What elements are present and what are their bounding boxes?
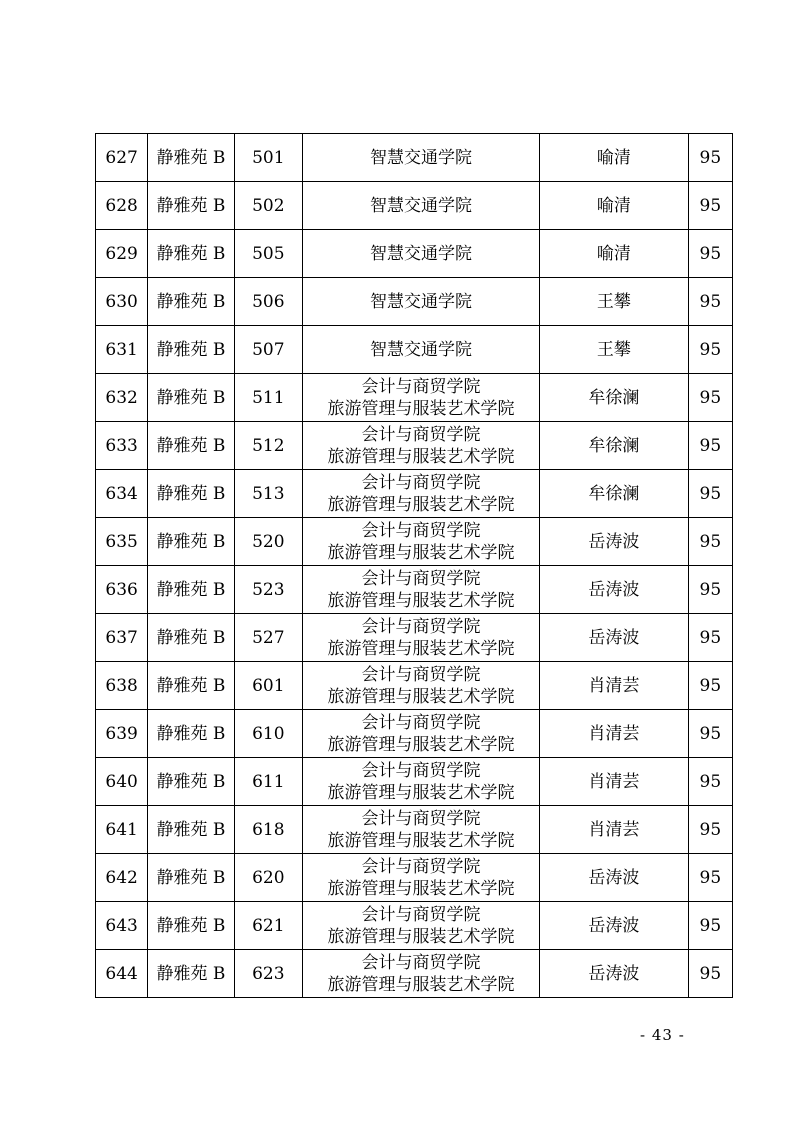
college-name-line: 旅游管理与服装艺术学院 <box>327 494 515 515</box>
room-cell: 610 <box>234 710 302 758</box>
room-cell: 513 <box>234 470 302 518</box>
score-cell: 95 <box>688 470 732 518</box>
college-name-line: 会计与商贸学院 <box>361 760 481 781</box>
row-number-cell: 631 <box>96 326 148 374</box>
row-number-cell: 644 <box>96 950 148 998</box>
row-number-cell: 643 <box>96 902 148 950</box>
college-name-line: 智慧交通学院 <box>370 291 472 312</box>
college-cell <box>302 326 539 374</box>
room-cell: 621 <box>234 902 302 950</box>
college-name-line: 会计与商贸学院 <box>361 520 481 541</box>
college-cell <box>302 566 539 614</box>
score-cell: 95 <box>688 326 732 374</box>
table-row <box>96 854 733 902</box>
room-cell: 611 <box>234 758 302 806</box>
college-cell <box>302 134 539 182</box>
row-number-cell: 641 <box>96 806 148 854</box>
person-name-cell: 岳涛波 <box>540 614 689 662</box>
college-name-line: 会计与商贸学院 <box>361 472 481 493</box>
building-cell: 静雅苑 B <box>148 854 234 902</box>
college-cell <box>302 470 539 518</box>
building-cell: 静雅苑 B <box>148 374 234 422</box>
score-cell: 95 <box>688 950 732 998</box>
building-cell: 静雅苑 B <box>148 710 234 758</box>
room-cell: 620 <box>234 854 302 902</box>
building-cell: 静雅苑 B <box>148 518 234 566</box>
college-name-line: 旅游管理与服装艺术学院 <box>327 638 515 659</box>
person-name-cell: 岳涛波 <box>540 566 689 614</box>
score-cell: 95 <box>688 614 732 662</box>
room-cell: 601 <box>234 662 302 710</box>
college-cell <box>302 902 539 950</box>
college-name-line: 会计与商贸学院 <box>361 424 481 445</box>
person-name-cell: 岳涛波 <box>540 854 689 902</box>
college-cell <box>302 518 539 566</box>
table-row <box>96 950 733 998</box>
room-cell: 507 <box>234 326 302 374</box>
room-cell: 506 <box>234 278 302 326</box>
room-cell: 501 <box>234 134 302 182</box>
person-name-cell: 牟徐澜 <box>540 374 689 422</box>
college-cell <box>302 422 539 470</box>
college-cell <box>302 614 539 662</box>
dormitory-table-container <box>95 133 733 998</box>
building-cell: 静雅苑 B <box>148 758 234 806</box>
person-name-cell: 岳涛波 <box>540 950 689 998</box>
college-cell <box>302 662 539 710</box>
college-name-line: 智慧交通学院 <box>370 147 472 168</box>
row-number-cell: 637 <box>96 614 148 662</box>
college-name-line: 智慧交通学院 <box>370 339 472 360</box>
building-cell: 静雅苑 B <box>148 614 234 662</box>
table-row <box>96 566 733 614</box>
building-cell: 静雅苑 B <box>148 230 234 278</box>
score-cell: 95 <box>688 758 732 806</box>
person-name-cell: 肖清芸 <box>540 806 689 854</box>
score-cell: 95 <box>688 230 732 278</box>
college-name-line: 会计与商贸学院 <box>361 808 481 829</box>
college-cell <box>302 230 539 278</box>
person-name-cell: 岳涛波 <box>540 902 689 950</box>
row-number-cell: 633 <box>96 422 148 470</box>
row-number-cell: 639 <box>96 710 148 758</box>
building-cell: 静雅苑 B <box>148 326 234 374</box>
college-cell <box>302 710 539 758</box>
college-cell <box>302 374 539 422</box>
table-body <box>96 134 733 998</box>
room-cell: 618 <box>234 806 302 854</box>
building-cell: 静雅苑 B <box>148 902 234 950</box>
table-row <box>96 806 733 854</box>
building-cell: 静雅苑 B <box>148 134 234 182</box>
college-cell <box>302 758 539 806</box>
row-number-cell: 635 <box>96 518 148 566</box>
building-cell: 静雅苑 B <box>148 566 234 614</box>
table-row <box>96 470 733 518</box>
college-name-line: 会计与商贸学院 <box>361 856 481 877</box>
college-name-line: 会计与商贸学院 <box>361 664 481 685</box>
college-name-line: 智慧交通学院 <box>370 243 472 264</box>
score-cell: 95 <box>688 566 732 614</box>
college-cell <box>302 806 539 854</box>
person-name-cell: 岳涛波 <box>540 518 689 566</box>
person-name-cell: 喻清 <box>540 230 689 278</box>
college-name-line: 会计与商贸学院 <box>361 952 481 973</box>
score-cell: 95 <box>688 710 732 758</box>
table-row <box>96 374 733 422</box>
person-name-cell: 肖清芸 <box>540 710 689 758</box>
score-cell: 95 <box>688 662 732 710</box>
room-cell: 502 <box>234 182 302 230</box>
college-name-line: 旅游管理与服装艺术学院 <box>327 782 515 803</box>
building-cell: 静雅苑 B <box>148 470 234 518</box>
college-name-line: 旅游管理与服装艺术学院 <box>327 830 515 851</box>
college-name-line: 旅游管理与服装艺术学院 <box>327 446 515 467</box>
room-cell: 520 <box>234 518 302 566</box>
table-row <box>96 182 733 230</box>
person-name-cell: 肖清芸 <box>540 662 689 710</box>
table-row <box>96 710 733 758</box>
building-cell: 静雅苑 B <box>148 422 234 470</box>
college-name-line: 会计与商贸学院 <box>361 376 481 397</box>
score-cell: 95 <box>688 374 732 422</box>
building-cell: 静雅苑 B <box>148 278 234 326</box>
room-cell: 511 <box>234 374 302 422</box>
building-cell: 静雅苑 B <box>148 662 234 710</box>
person-name-cell: 牟徐澜 <box>540 470 689 518</box>
table-row <box>96 230 733 278</box>
row-number-cell: 638 <box>96 662 148 710</box>
score-cell: 95 <box>688 806 732 854</box>
row-number-cell: 640 <box>96 758 148 806</box>
room-cell: 512 <box>234 422 302 470</box>
college-cell <box>302 182 539 230</box>
row-number-cell: 629 <box>96 230 148 278</box>
dormitory-score-table <box>95 133 733 998</box>
building-cell: 静雅苑 B <box>148 806 234 854</box>
row-number-cell: 634 <box>96 470 148 518</box>
row-number-cell: 636 <box>96 566 148 614</box>
person-name-cell: 王攀 <box>540 326 689 374</box>
college-name-line: 智慧交通学院 <box>370 195 472 216</box>
table-row <box>96 614 733 662</box>
row-number-cell: 642 <box>96 854 148 902</box>
college-name-line: 旅游管理与服装艺术学院 <box>327 686 515 707</box>
person-name-cell: 喻清 <box>540 134 689 182</box>
table-row <box>96 662 733 710</box>
room-cell: 523 <box>234 566 302 614</box>
building-cell: 静雅苑 B <box>148 950 234 998</box>
room-cell: 623 <box>234 950 302 998</box>
score-cell: 95 <box>688 854 732 902</box>
score-cell: 95 <box>688 134 732 182</box>
table-row <box>96 758 733 806</box>
college-name-line: 会计与商贸学院 <box>361 568 481 589</box>
table-row <box>96 422 733 470</box>
row-number-cell: 627 <box>96 134 148 182</box>
person-name-cell: 肖清芸 <box>540 758 689 806</box>
table-row <box>96 134 733 182</box>
score-cell: 95 <box>688 278 732 326</box>
row-number-cell: 630 <box>96 278 148 326</box>
table-row <box>96 326 733 374</box>
college-cell <box>302 854 539 902</box>
score-cell: 95 <box>688 182 732 230</box>
college-name-line: 旅游管理与服装艺术学院 <box>327 974 515 995</box>
row-number-cell: 628 <box>96 182 148 230</box>
page-number: - 43 - <box>640 1026 685 1044</box>
college-name-line: 旅游管理与服装艺术学院 <box>327 878 515 899</box>
college-name-line: 旅游管理与服装艺术学院 <box>327 734 515 755</box>
table-row <box>96 278 733 326</box>
score-cell: 95 <box>688 422 732 470</box>
table-row <box>96 518 733 566</box>
score-cell: 95 <box>688 902 732 950</box>
college-name-line: 旅游管理与服装艺术学院 <box>327 542 515 563</box>
college-name-line: 会计与商贸学院 <box>361 712 481 733</box>
college-name-line: 会计与商贸学院 <box>361 616 481 637</box>
college-cell <box>302 950 539 998</box>
table-row <box>96 902 733 950</box>
college-name-line: 旅游管理与服装艺术学院 <box>327 590 515 611</box>
college-name-line: 旅游管理与服装艺术学院 <box>327 398 515 419</box>
building-cell: 静雅苑 B <box>148 182 234 230</box>
score-cell: 95 <box>688 518 732 566</box>
person-name-cell: 王攀 <box>540 278 689 326</box>
college-name-line: 旅游管理与服装艺术学院 <box>327 926 515 947</box>
person-name-cell: 牟徐澜 <box>540 422 689 470</box>
room-cell: 505 <box>234 230 302 278</box>
college-name-line: 会计与商贸学院 <box>361 904 481 925</box>
person-name-cell: 喻清 <box>540 182 689 230</box>
college-cell <box>302 278 539 326</box>
room-cell: 527 <box>234 614 302 662</box>
row-number-cell: 632 <box>96 374 148 422</box>
